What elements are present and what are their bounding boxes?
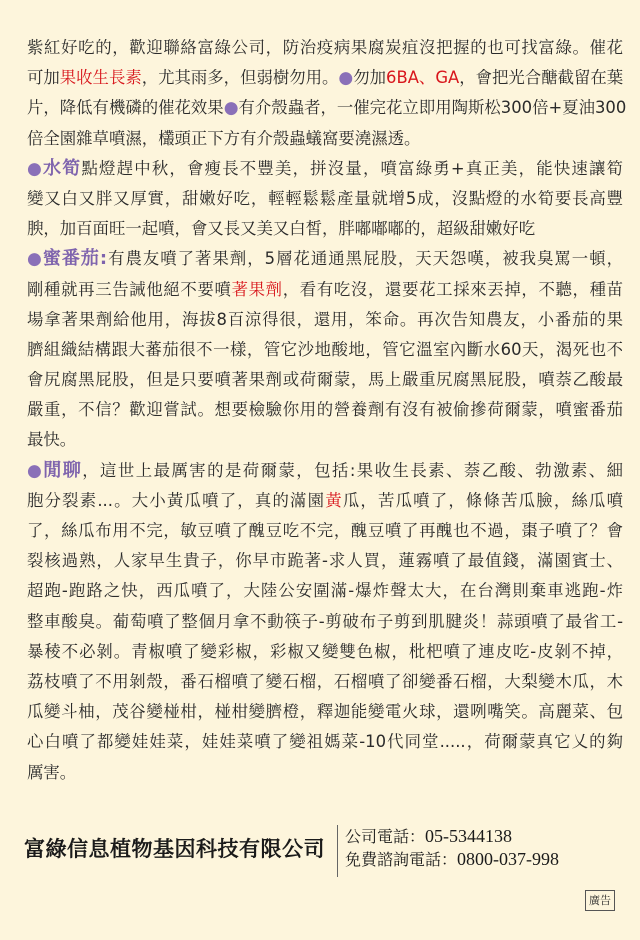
text-segment: 臍組織結構跟大蕃茄很不一樣，管它沙地酸地，管它溫室內斷水60天，渴死也不 [27, 339, 623, 359]
text-segment: 紫紅好吃的，歡迎聯絡富綠公司，防治疫病果腐炭疽沒把握的也可找富綠。催花 [27, 38, 623, 57]
text-line [27, 727, 623, 757]
text-segment: 腴，加百面旺一起噴，會又長又美又白皙，胖嘟嘟嘟的，超級甜嫩好吃 [27, 219, 536, 239]
section-heading: 蜜番茄: [42, 248, 108, 270]
text-segment: 胞分裂素...。大小黃瓜噴了，真的滿園 [27, 490, 326, 510]
text-segment: 了，絲瓜布用不完，敏豆噴了醜豆吃不完，醜豆噴了再醜也不過，棗子噴了？會 [27, 521, 623, 540]
contact-info [345, 825, 559, 871]
text-segment: ，尤其雨多，但弱樹勿用。 [141, 68, 339, 88]
bullet-icon: ● [338, 68, 354, 89]
text-segment: 心白噴了都變娃娃菜，娃娃菜噴了變祖媽菜-10代同堂.....，荷爾蒙真它乂的夠 [27, 732, 623, 752]
tollfree-phone-row [345, 848, 559, 871]
text-segment: 瓜，苦瓜噴了，條條苦瓜臉，絲瓜噴 [342, 490, 624, 510]
footer-divider [337, 825, 338, 877]
bullet-icon: ● [27, 158, 44, 179]
text-segment: 勿加 [353, 68, 387, 88]
highlight-text: 6BA、GA [386, 68, 460, 88]
text-line [27, 758, 623, 788]
text-line [27, 576, 623, 606]
text-segment: 有農友噴了著果劑，5層花通通黑屁股，天天怨嘆，被我臭罵一頓， [107, 249, 623, 269]
paragraph [27, 33, 627, 154]
tollfree-phone[interactable]: 0800-037-998 [457, 849, 560, 869]
text-line [27, 244, 623, 274]
paragraph [27, 154, 623, 245]
text-segment: 裂核過熟，人家早生貴子，你早市跪著-求人買，蓮霧噴了最值錢，滿園賓士、 [27, 551, 623, 571]
text-segment: 最快。 [27, 430, 77, 450]
text-segment: 超跑-跑路之快，西瓜噴了，大陸公安圍滿-爆炸聲太大，在台灣則棄車逃跑-炸 [27, 581, 623, 601]
text-segment: ，會把光合醣截留在葉 [459, 68, 624, 88]
highlight-text: 果收生長素 [59, 68, 142, 88]
text-segment: 會尻腐黑屁股，但是只要噴著果劑或荷爾蒙，馬上嚴重尻腐黑屁股，噴萘乙酸最 [27, 370, 623, 390]
highlight-text: 黃 [325, 490, 343, 510]
text-line [27, 154, 623, 184]
company-phone[interactable]: 05-5344138 [425, 826, 513, 846]
text-segment: 厲害。 [27, 762, 77, 782]
text-line [27, 637, 623, 667]
company-name: 富綠信息植物基因科技有限公司 [24, 837, 325, 861]
text-line [27, 275, 623, 305]
text-line [27, 516, 623, 546]
ad-badge: 廣告 [585, 890, 615, 911]
text-segment: 可加 [27, 68, 60, 88]
text-line [27, 63, 623, 93]
text-line [27, 335, 623, 365]
text-line [27, 546, 623, 576]
text-segment: 片，降低有機磷的催花效果 [27, 98, 224, 118]
text-line [27, 93, 627, 123]
text-line [27, 486, 623, 516]
text-segment: 嚴重，不信？歡迎嘗試。想要檢驗你用的營養劑有沒有被偷摻荷爾蒙，噴蜜番茄 [27, 400, 623, 420]
text-segment: ，看有吃沒，還要花工採來丟掉，不聽，種苗 [282, 279, 624, 299]
text-line [27, 697, 623, 727]
text-segment: 整車酸臭。葡萄噴了整個月拿不動筷子-剪破布子剪到肌腱炎！蒜頭噴了最省工- [27, 611, 623, 631]
text-line [27, 425, 623, 455]
company-phone-label: 公司電話： [345, 827, 426, 846]
highlight-text: 著果劑 [231, 279, 283, 299]
text-line [27, 607, 623, 637]
text-line [27, 124, 623, 154]
text-segment: 暴稜不必剝。青椒噴了變彩椒，彩椒又變雙色椒，枇杷噴了連皮吃-皮剝不掉， [27, 641, 623, 661]
article-body [27, 33, 627, 788]
text-line [27, 667, 623, 697]
text-line [27, 33, 623, 63]
text-segment: ，這世上最厲害的是荷爾蒙，包括:果收生長素、萘乙酸、勃激素、細 [82, 460, 623, 480]
text-segment: 倍全園雜草噴濕，欉頭正下方有介殼蟲蟻窩要澆濕透。 [27, 128, 421, 148]
text-line [27, 214, 623, 244]
text-segment: 有介殼蟲者，一催完花立即用陶斯松300倍+夏油300 [238, 98, 627, 118]
text-segment: 荔枝噴了不用剝殼，番石榴噴了變石榴，石榴噴了卻變番石榴，大梨變木瓜，木 [27, 671, 623, 691]
text-segment: 剛種就再三告誡他絕不要噴 [27, 279, 232, 299]
bullet-icon: ● [27, 249, 43, 270]
bullet-icon: ● [27, 460, 44, 481]
tollfree-phone-label: 免費諮詢電話： [345, 850, 458, 869]
company-phone-row [345, 825, 559, 848]
paragraph [27, 244, 623, 455]
text-line [27, 395, 623, 425]
section-heading: 水筍 [43, 157, 82, 179]
text-segment: 場拿著果劑給他用，海拔8百涼得很，還用，笨命。再次告知農友，小番茄的果 [27, 309, 623, 329]
text-segment: 瓜變斗柚，茂谷變椪柑，椪柑變臍橙，釋迦能變電火球，還咧嘴笑。高麗菜、包 [27, 702, 623, 722]
text-line [27, 365, 623, 395]
text-line [27, 184, 623, 214]
section-heading: 閒聊 [43, 459, 83, 481]
paragraph [27, 456, 623, 788]
text-line [27, 305, 623, 335]
text-segment: 點燈趕中秋，會瘦長不豐美，拼沒量，噴富綠勇+真正美，能快速讓筍 [81, 158, 623, 178]
bullet-icon: ● [223, 98, 239, 119]
text-line [27, 456, 623, 486]
text-segment: 變又白又胖又厚實，甜嫩好吃，輕輕鬆鬆產量就增5成，沒點燈的水筍要長高豐 [27, 188, 623, 208]
